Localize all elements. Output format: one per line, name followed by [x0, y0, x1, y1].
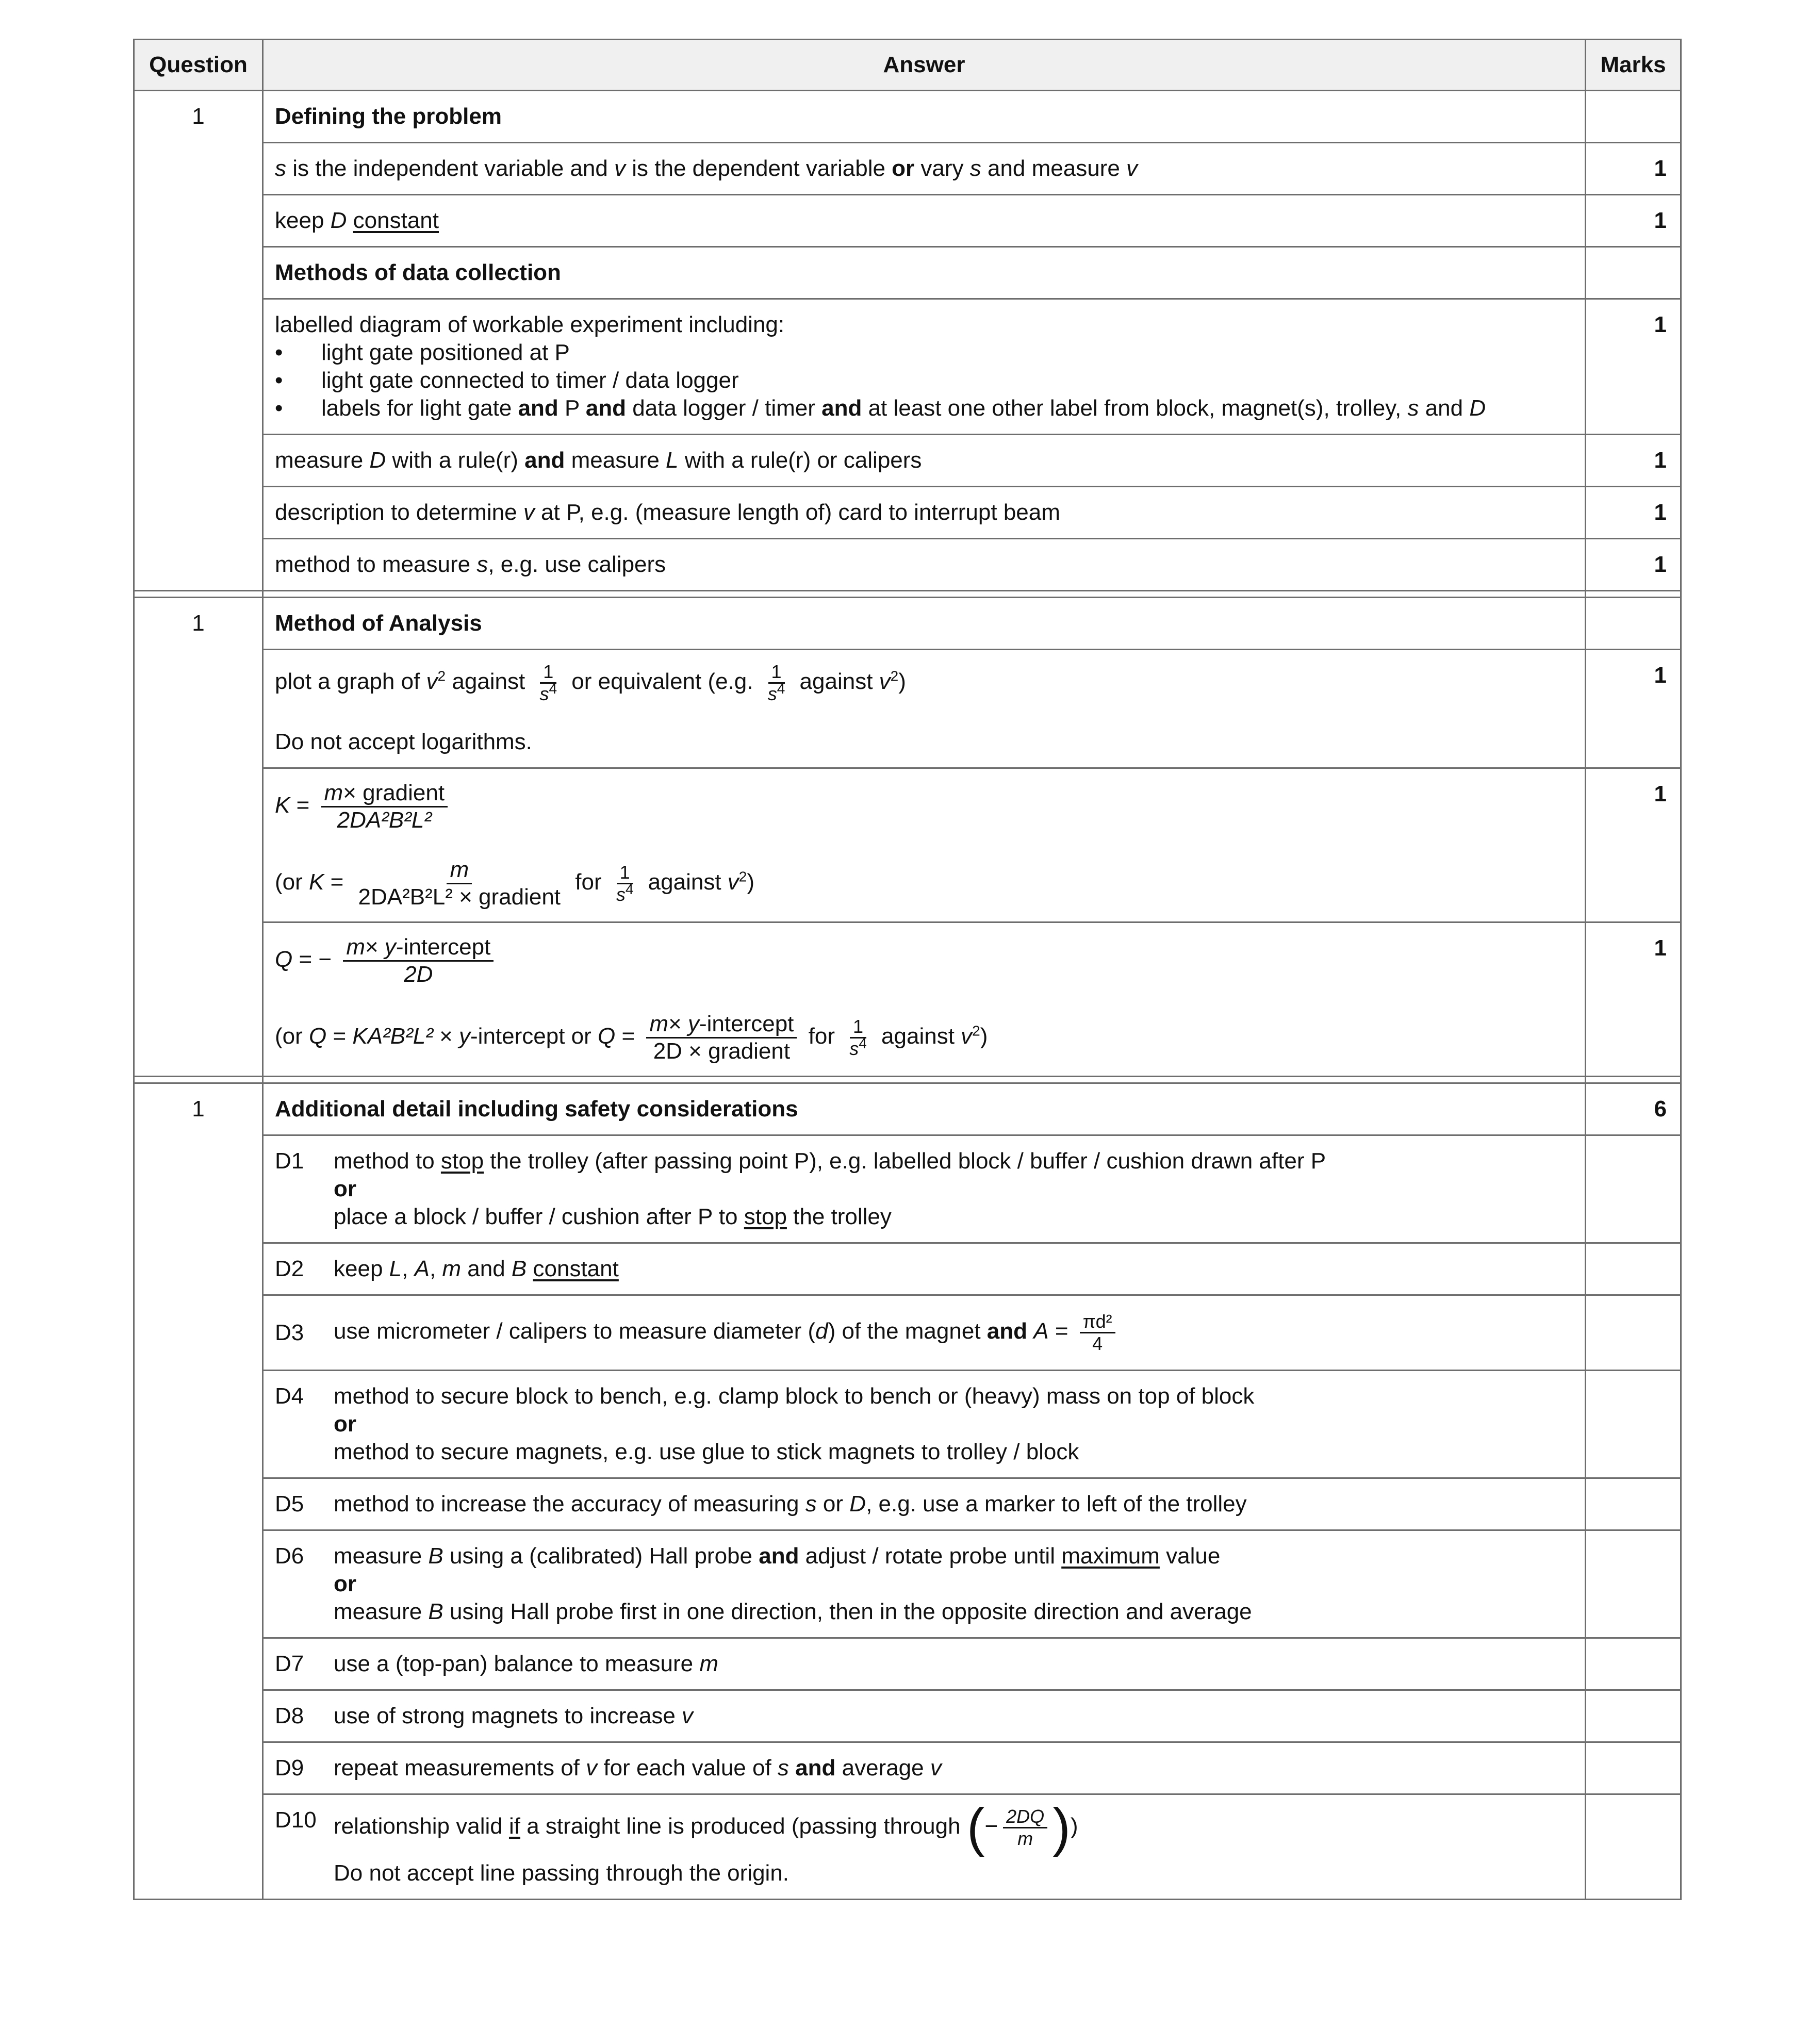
answer-cell: D6 measure B using a (calibrated) Hall probe and adjust / rotate probe until maximum value or measure B using Hall probe first in one direction, then in the opposite direction and average	[263, 1530, 1586, 1638]
list-item: • labels for light gate and P and data logger / timer and at least one other label from block, magnet(s), trolley, s and D	[275, 394, 1573, 422]
question-number: 1	[134, 91, 263, 591]
answer-cell: D1 method to stop the trolley (after passing point P), e.g. labelled block / buffer / cushion drawn after P or place a block / buffer / cushion after P to stop the trolley	[263, 1135, 1586, 1243]
table-row	[134, 1083, 1681, 1135]
answer-cell: D4 method to secure block to bench, e.g. clamp block to bench or (heavy) mass on top of block or method to secure magnets, e.g. use glue to stick magnets to trolley / block	[263, 1371, 1586, 1478]
mark-cell	[1586, 1243, 1681, 1295]
table-row	[134, 539, 1681, 591]
mark-cell	[1586, 1690, 1681, 1742]
table-row	[134, 299, 1681, 435]
table-row	[134, 1295, 1681, 1371]
header-answer: Answer	[263, 40, 1586, 91]
table-row	[134, 435, 1681, 487]
fraction: $\frac{\text{m× gradient}}{\text{2DA²B²L²}}$	[321, 780, 448, 833]
mark-cell	[1586, 247, 1681, 299]
mark-cell	[1586, 598, 1681, 650]
table-row	[134, 1690, 1681, 1742]
table-row	[134, 1135, 1681, 1243]
table-row	[134, 247, 1681, 299]
mark-cell: 1	[1586, 143, 1681, 195]
table-row	[134, 143, 1681, 195]
mark-cell: 1	[1586, 922, 1681, 1077]
mark-cell: 1	[1586, 299, 1681, 435]
answer-cell: D7 use a (top-pan) balance to measure m	[263, 1638, 1586, 1690]
answer-cell: K = $\frac{\text{m× gradient}}{\text{2DA²B²L²}}$ (or K = $\frac{m}{\text{2DA²B²L² × gradient}}$ for $\frac{1}{s^4}$ against $v^2$)	[263, 768, 1586, 922]
question-number: 1	[134, 1083, 263, 1900]
mark-cell	[1586, 1295, 1681, 1371]
table-row	[134, 1243, 1681, 1295]
fraction: $\frac{\text{πd²}}{4}$	[1080, 1311, 1115, 1354]
mark-scheme-table	[133, 39, 1682, 1900]
table-row	[134, 768, 1681, 922]
table-row	[134, 1742, 1681, 1794]
fraction: $\frac{m}{\text{2DA²B²L² × gradient}}$	[358, 857, 561, 910]
answer-cell: D8 use of strong magnets to increase v	[263, 1690, 1586, 1742]
table-row	[134, 1478, 1681, 1530]
header-marks: Marks	[1586, 40, 1681, 91]
mark-cell	[1586, 1135, 1681, 1243]
table-row	[134, 1371, 1681, 1478]
table-row	[134, 91, 1681, 143]
section-title: Methods of data collection	[263, 247, 1586, 299]
fraction: $\frac{1}{s^4}$	[539, 661, 557, 704]
mark-cell: 1	[1586, 768, 1681, 922]
table-row	[134, 650, 1681, 768]
answer-cell: description to determine v at P, e.g. (measure length of) card to interrupt beam	[263, 487, 1586, 539]
answer-cell: D5 method to increase the accuracy of measuring s or D, e.g. use a marker to left of the trolley	[263, 1478, 1586, 1530]
mark-cell: 1	[1586, 650, 1681, 768]
table-row	[134, 922, 1681, 1077]
answer-cell: D2 keep L, A, m and B constant	[263, 1243, 1586, 1295]
answer-cell: keep D constant	[263, 195, 1586, 247]
table-row	[134, 1530, 1681, 1638]
mark-cell	[1586, 1638, 1681, 1690]
mark-cell: 1	[1586, 435, 1681, 487]
question-number: 1	[134, 598, 263, 1077]
fraction: $\frac{2DQ}{m}$	[1003, 1806, 1047, 1849]
list-item: • light gate positioned at P	[275, 339, 1573, 367]
table-row	[134, 1794, 1681, 1900]
section-title: Method of Analysis	[263, 598, 1586, 650]
answer-cell: D3 use micrometer / calipers to measure diameter (d) of the magnet and A = $\frac{\text{πd²}}{4}$	[263, 1295, 1586, 1371]
fraction: $\frac{1}{s^4}$	[767, 661, 785, 704]
table-row	[134, 1638, 1681, 1690]
answer-cell: D10 relationship valid if a straight line is produced (passing through (− $\frac{2DQ}{m}$ )) Do not accept line passing through the origin.	[263, 1794, 1586, 1900]
note: Do not accept line passing through the origin.	[334, 1860, 790, 1886]
note: Do not accept logarithms.	[275, 729, 532, 754]
mark-cell	[1586, 1371, 1681, 1478]
fraction: $\frac{1}{s^4}$	[616, 862, 634, 905]
fraction: $\frac{\text{m× y-intercept}}{\text{2D × gradient}}$	[646, 1011, 797, 1064]
mark-cell: 1	[1586, 539, 1681, 591]
section-separator	[134, 1077, 1681, 1083]
mark-cell	[1586, 1742, 1681, 1794]
mark-cell: 1	[1586, 487, 1681, 539]
answer-cell: measure D with a rule(r) and measure L with a rule(r) or calipers	[263, 435, 1586, 487]
mark-cell: 1	[1586, 195, 1681, 247]
mark-cell	[1586, 91, 1681, 143]
answer-cell: s is the independent variable and v is the dependent variable or vary s and measure v	[263, 143, 1586, 195]
fraction: $\frac{1}{s^4}$	[849, 1016, 867, 1059]
list-item: • light gate connected to timer / data logger	[275, 367, 1573, 394]
answer-cell: Q = − $\frac{\text{m× y-intercept}}{2D}$ (or Q = KA²B²L² × y-intercept or Q = $\frac{\text{m× y-intercept}}{\text{2D × gradient}}$ for $\frac{1}{s^4}$ against $v^2$)	[263, 922, 1586, 1077]
mark-cell	[1586, 1478, 1681, 1530]
answer-cell: plot a graph of $v^2$ against $\frac{1}{s^4}$ or equivalent (e.g. $\frac{1}{s^4}$ against $v^2$) Do not accept logarithms.	[263, 650, 1586, 768]
mark-cell	[1586, 1794, 1681, 1900]
fraction: $\frac{\text{m× y-intercept}}{2D}$	[343, 934, 494, 987]
answer-cell: method to measure s, e.g. use calipers	[263, 539, 1586, 591]
table-row	[134, 598, 1681, 650]
answer-cell: labelled diagram of workable experiment including: • light gate positioned at P • light gate connected to timer / data logger • labels for light gate and P and data logger / timer and at least one other label from block, magnet(s), trolley, s and D	[263, 299, 1586, 435]
table-row	[134, 487, 1681, 539]
section-title: Defining the problem	[263, 91, 1586, 143]
answer-cell: D9 repeat measurements of v for each value of s and average v	[263, 1742, 1586, 1794]
bullet-list	[275, 339, 1573, 422]
mark-cell	[1586, 1530, 1681, 1638]
header-row	[134, 40, 1681, 91]
section-title: Additional detail including safety considerations	[263, 1083, 1586, 1135]
mark-cell: 6	[1586, 1083, 1681, 1135]
section-separator	[134, 591, 1681, 598]
header-question: Question	[134, 40, 263, 91]
table-row	[134, 195, 1681, 247]
